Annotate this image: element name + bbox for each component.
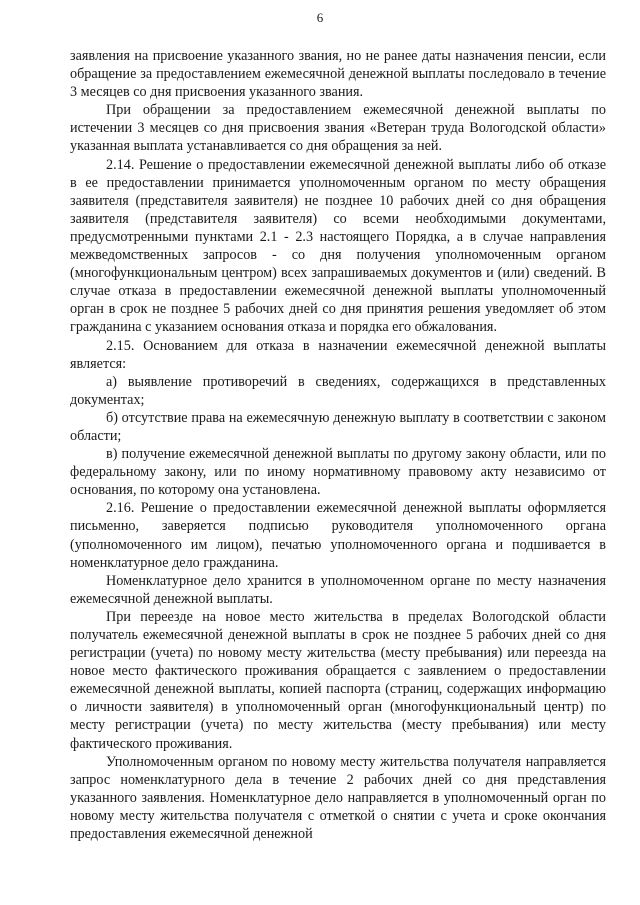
- document-body: [70, 47, 606, 843]
- paragraph: 2.14. Решение о предоставлении ежемесячной денежной выплаты либо об отказе в ее предоставлении принимается уполномоченным органом по месту обращения заявителя (представителя заявителя) не позднее 10 рабочих дней со дня обращения заявителя (представителя заявителя) со всеми необходимыми документами, предусмотренными пунктами 2.1 - 2.3 настоящего Порядка, а в случае направления межведомственных запросов - со дня получения уполномоченным органом (многофункциональным центром) всех запрашиваемых документов и (или) сведений. В случае отказа в предоставлении ежемесячной денежной выплаты уполномоченный орган в срок не позднее 5 рабочих дней со дня принятия решения уведомляет об этом гражданина с указанием основания отказа и порядка его обжалования.: [70, 156, 606, 336]
- paragraph: 2.15. Основанием для отказа в назначении ежемесячной денежной выплаты является:: [70, 337, 606, 372]
- page-number: 6: [316, 10, 324, 25]
- paragraph: Уполномоченным органом по новому месту жительства получателя направляется запрос номенклатурного дела в течение 2 рабочих дней со дня представления указанного заявления. Номенклатурное дело направляется в уполномоченный орган по новому месту жительства получателя с отметкой о снятии с учета и сроке окончания предоставления ежемесячной денежной: [70, 753, 606, 843]
- paragraph: в) получение ежемесячной денежной выплаты по другому закону области, или по федеральному закону, или по иному нормативному правовому акту независимо от основания, по которому она установлена.: [70, 446, 606, 499]
- paragraph: а) выявление противоречий в сведениях, содержащихся в представленных документах;: [70, 373, 606, 408]
- paragraph: 2.16. Решение о предоставлении ежемесячной денежной выплаты оформляется письменно, заверяется подписью руководителя уполномоченного органа (уполномоченного им лицом), печатью уполномоченного органа и подшивается в номенклатурное дело гражданина.: [70, 500, 606, 571]
- paragraph: заявления на присвоение указанного звания, но не ранее даты назначения пенсии, если обращение за предоставлением ежемесячной денежной выплаты последовало в течение 3 месяцев со дня присвоения указанного звания.: [70, 48, 606, 101]
- paragraph: При обращении за предоставлением ежемесячной денежной выплаты по истечении 3 месяцев со дня присвоения звания «Ветеран труда Вологодской области» указанная выплата устанавливается со дня обращения за ней.: [70, 102, 606, 155]
- paragraph: Номенклатурное дело хранится в уполномоченном органе по месту назначения ежемесячной денежной выплаты.: [70, 572, 606, 607]
- paragraph: При переезде на новое место жительства в пределах Вологодской области получатель ежемесячной денежной выплаты в срок не позднее 5 рабочих дней со дня регистрации (учета) по новому месту жительства (месту пребывания) или переезда на новое место фактического проживания обращается с заявлением о предоставлении ежемесячной денежной выплаты, копией паспорта (страниц, содержащих информацию о личности заявителя) в уполномоченный орган (многофункциональный центр) по месту регистрации (учета) по месту жительства (месту пребывания) или месту фактического проживания.: [70, 608, 606, 752]
- paragraph: б) отсутствие права на ежемесячную денежную выплату в соответствии с законом области;: [70, 409, 606, 444]
